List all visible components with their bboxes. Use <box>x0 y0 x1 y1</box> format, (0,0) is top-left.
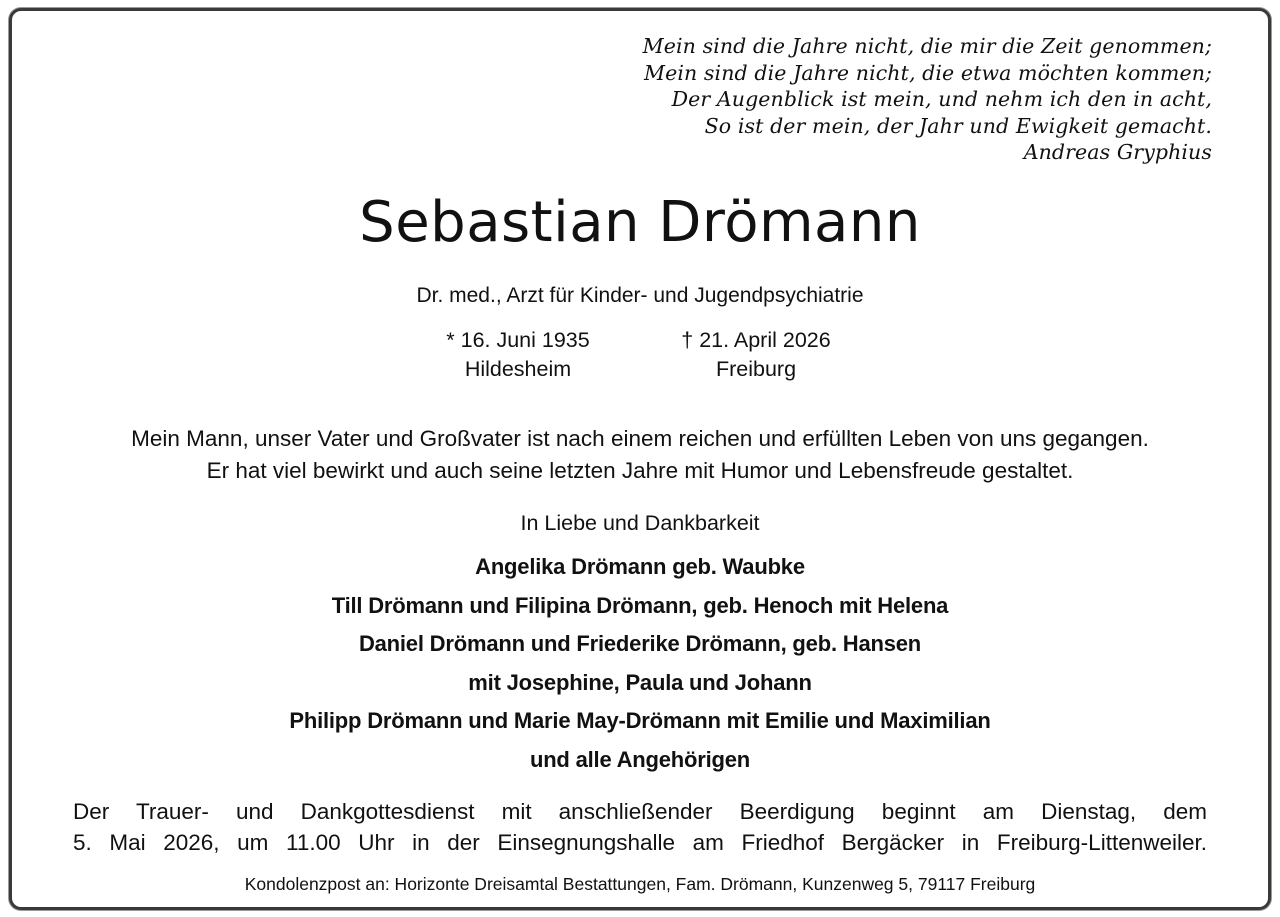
deceased-title: Dr. med., Arzt für Kinder- und Jugendpsychiatrie <box>416 284 864 307</box>
service-line: 5. Mai 2026, um 11.00 Uhr in der Einsegnungshalle am Friedhof Bergäcker in Freiburg-Littenweiler. <box>73 830 1207 855</box>
family-line: mit Josephine, Paula und Johann <box>468 669 812 695</box>
poem-line: Mein sind die Jahre nicht, die mir die Zeit genommen; <box>642 34 1212 58</box>
message-line: Er hat viel bewirkt und auch seine letzten Jahre mit Humor und Lebensfreude gestaltet. <box>206 458 1074 483</box>
birth-place: Hildesheim <box>464 357 572 381</box>
death-place: Freiburg <box>715 357 797 381</box>
family-line: Daniel Drömann und Friederike Drömann, geb. Hansen <box>358 631 922 656</box>
birth-info <box>418 326 618 384</box>
family-line: Angelika Drömann geb. Waubke <box>475 554 805 579</box>
family-line: Till Drömann und Filipina Drömann, geb. Henoch mit Helena <box>331 592 949 618</box>
closing-phrase: In Liebe und Dankbarkeit <box>520 511 760 535</box>
funeral-service-info <box>73 796 1207 858</box>
condolence-address: Kondolenzpost an: Horizonte Dreisamtal Bestattungen, Fam. Drömann, Kunzenweg 5, 79117 Freiburg <box>244 874 1036 894</box>
family-line: und alle Angehörigen <box>529 746 751 772</box>
poem-line: Mein sind die Jahre nicht, die etwa möchten kommen; <box>644 60 1212 85</box>
birth-date: * 16. Juni 1935 <box>446 328 590 352</box>
death-info <box>656 326 856 384</box>
service-line: Der Trauer- und Dankgottesdienst mit anschließender Beerdigung beginnt am Dienstag, dem <box>73 799 1207 824</box>
poem-line: Der Augenblick ist mein, und nehm ich den in acht, <box>671 87 1212 111</box>
poem-author: Andreas Gryphius <box>1023 140 1212 164</box>
message-line: Mein Mann, unser Vater und Großvater ist nach einem reichen und erfüllten Leben von uns gegangen. <box>131 426 1149 451</box>
poem-line: So ist der mein, der Jahr und Ewigkeit gemacht. <box>704 113 1212 138</box>
death-date: † 21. April 2026 <box>681 328 831 352</box>
poem-quote <box>643 33 1212 166</box>
deceased-name: Sebastian Drömann <box>359 190 921 255</box>
family-line: Philipp Drömann und Marie May-Drömann mit Emilie und Maximilian <box>289 708 991 733</box>
memorial-message <box>0 423 1280 487</box>
family-list <box>0 548 1280 779</box>
